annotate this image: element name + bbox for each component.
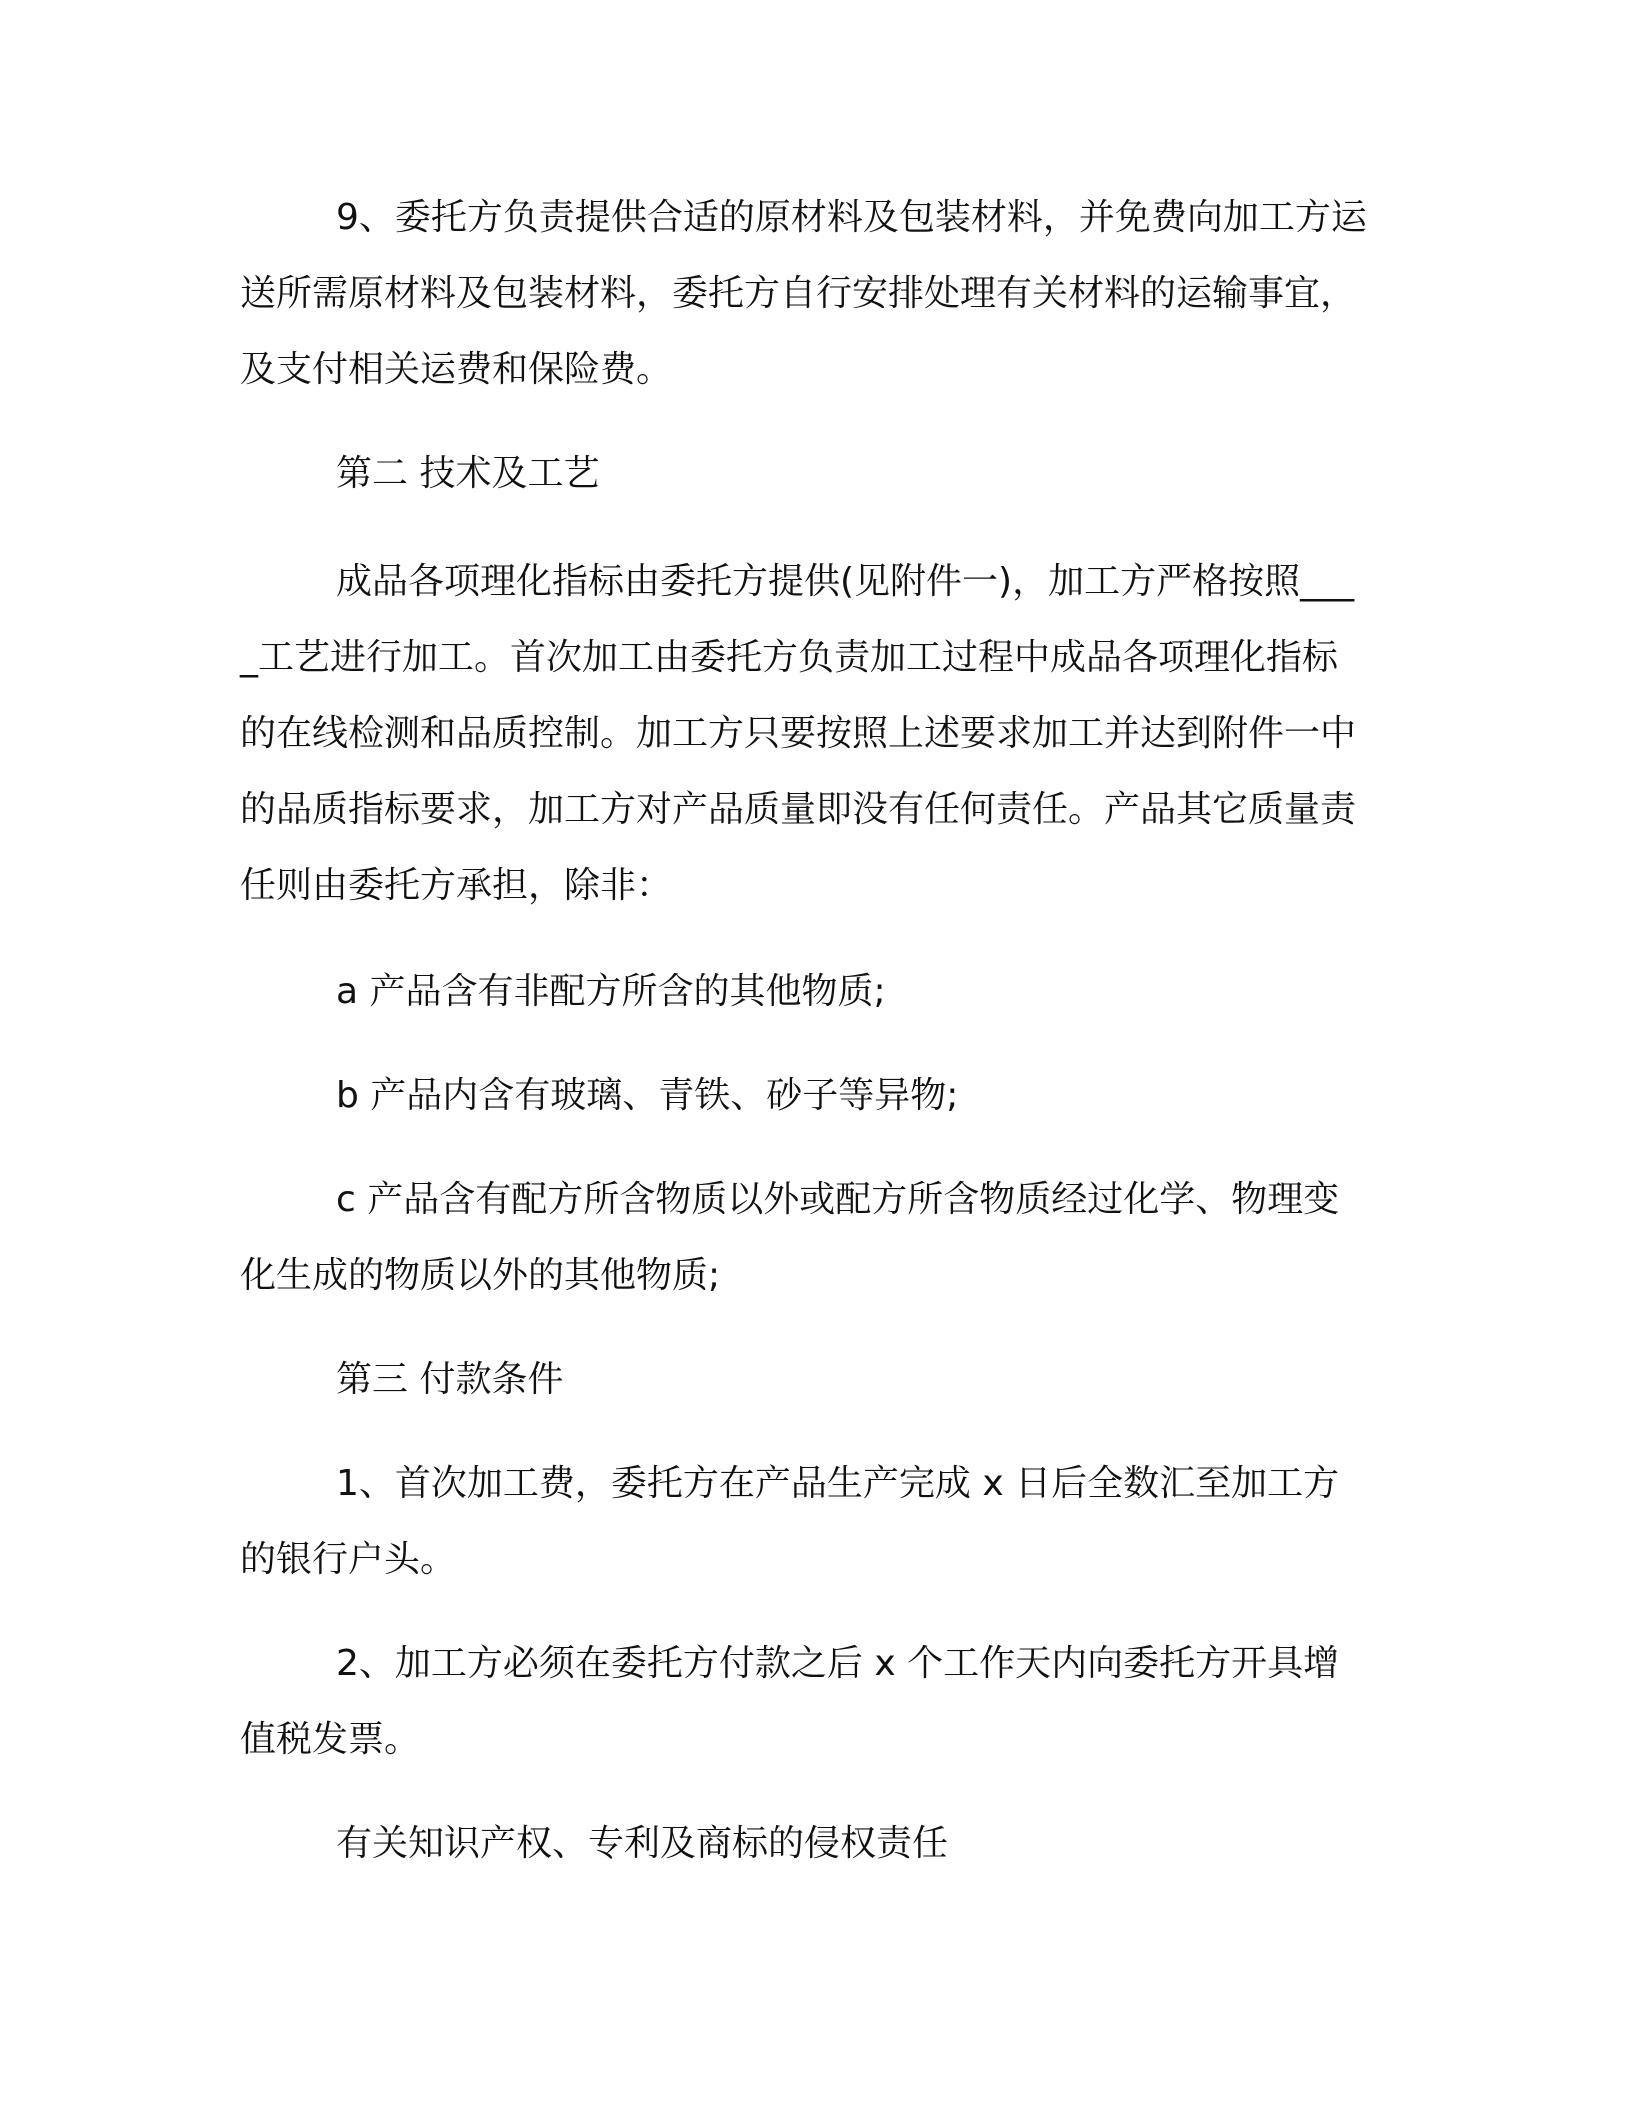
list-item-b: b 产品内含有玻璃、青铁、砂子等异物; — [336, 1075, 959, 1116]
list-item-c: c 产品含有配方所含物质以外或配方所含物质经过化学、物理变化生成的物质以外的其他物质; — [240, 1179, 1340, 1296]
section-heading-payment: 第三 付款条件 — [336, 1359, 564, 1400]
section-heading-technology: 第二 技术及工艺 — [336, 453, 600, 494]
list-item-a: a 产品含有非配方所含的其他物质; — [336, 971, 886, 1012]
paragraph-quality-responsibility: 成品各项理化指标由委托方提供(见附件一)，加工方严格按照____工艺进行加工。首次加工由委托方负责加工过程中成品各项理化指标的在线检测和品质控制。加工方只要按照上述要求加工并达到附件一中的品质指标要求，加工方对产品质量即没有任何责任。产品其它质量责任则由委托方承担，除非： — [240, 561, 1357, 906]
paragraph-material-supply: 9、委托方负责提供合适的原材料及包装材料，并免费向加工方运送所需原材料及包装材料，委托方自行安排处理有关材料的运输事宜，及支付相关运费和保险费。 — [240, 197, 1367, 390]
document-page — [240, 0, 1372, 2112]
paragraph-payment-1: 1、首次加工费，委托方在产品生产完成 x 日后全数汇至加工方的银行户头。 — [240, 1463, 1340, 1580]
paragraph-payment-2: 2、加工方必须在委托方付款之后 x 个工作天内向委托方开具增值税发票。 — [240, 1643, 1340, 1760]
section-heading-ip-liability: 有关知识产权、专利及商标的侵权责任 — [336, 1823, 949, 1864]
